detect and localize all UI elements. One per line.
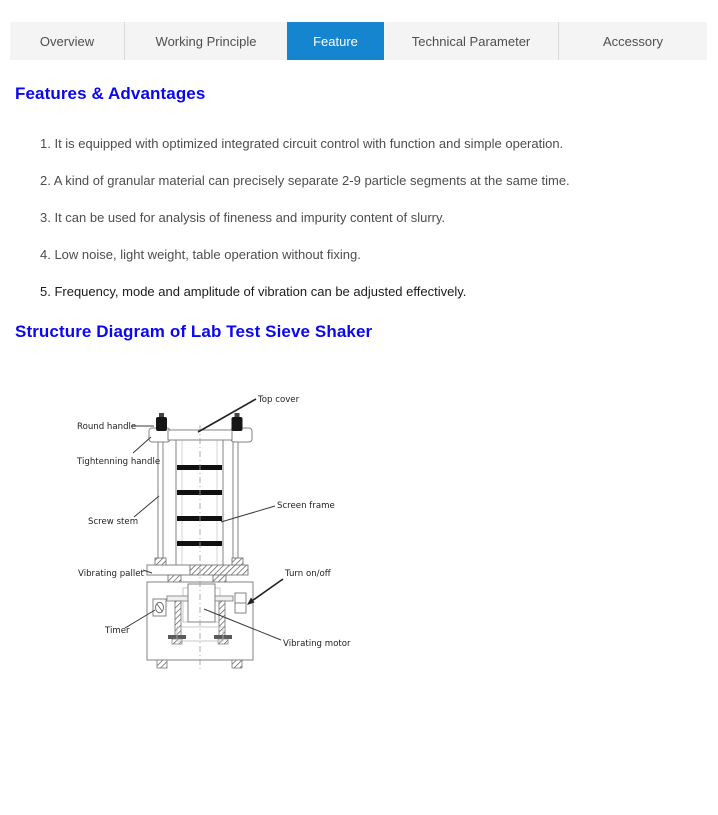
feature-item-2: 2. A kind of granular material can precisely separate 2-9 particle segments at the same time. [40, 173, 570, 188]
sieve-shaker-diagram-svg [55, 377, 405, 687]
tab-feature[interactable]: Feature [287, 22, 384, 60]
sieve-stack [176, 439, 223, 567]
diagram-label-vibrating-pallet: Vibrating pallet [78, 569, 144, 579]
timer-dial [153, 599, 166, 616]
diagram-label-screw-stem: Screw stem [88, 517, 139, 527]
tab-accessory[interactable]: Accessory [558, 22, 707, 60]
tab-working-principle[interactable]: Working Principle [124, 22, 287, 60]
on-off-switch [235, 593, 246, 613]
vibrating-pallet-plate [147, 565, 248, 582]
leader-tightenning-handle [133, 437, 151, 453]
leader-screw-stem [134, 496, 159, 517]
features-heading: Features & Advantages [15, 84, 206, 103]
diagram-label-round-handle: Round handle [77, 422, 137, 432]
tab-bar [10, 22, 707, 60]
diagram-label-vibrating-motor: Vibrating motor [283, 639, 351, 649]
feature-item-5: 5. Frequency, mode and amplitude of vibration can be adjusted effectively. [40, 284, 467, 299]
tab-overview[interactable]: Overview [39, 33, 95, 49]
diagram-heading: Structure Diagram of Lab Test Sieve Shaker [15, 322, 373, 341]
spring-feet [157, 660, 242, 668]
diagram-label-screen-frame: Screen frame [277, 501, 335, 511]
diagram-label-timer: Timer [105, 626, 130, 636]
feature-list [40, 137, 698, 298]
diagram-label-top-cover: Top cover [258, 395, 300, 405]
vibrating-motor-body [188, 584, 215, 622]
leader-top-cover [198, 399, 256, 432]
diagram-label-tightenning-handle: Tightenning handle [77, 457, 161, 467]
diagram-label-turn-on-off: Turn on/off [285, 569, 331, 579]
feature-item-3: 3. It can be used for analysis of fineness and impurity content of slurry. [40, 210, 446, 225]
tab-technical-parameter[interactable]: Technical Parameter [411, 33, 531, 49]
feature-item-4: 4. Low noise, light weight, table operation without fixing. [40, 247, 361, 262]
leader-screen-frame [221, 506, 275, 522]
sieve-shaker-diagram [55, 377, 718, 692]
feature-item-1: 1. It is equipped with optimized integrated circuit control with function and simple operation. [40, 136, 564, 151]
